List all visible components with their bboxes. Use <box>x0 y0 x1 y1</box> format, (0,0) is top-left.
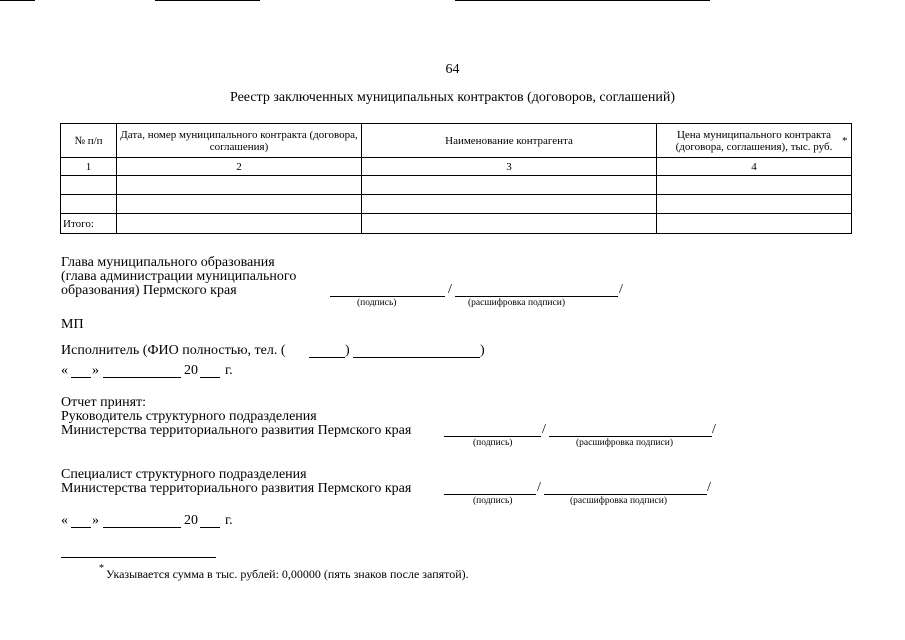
footnote-text: Указывается сумма в тыс. рублей: 0,00000 (пять знаков после запятой). <box>106 567 469 581</box>
total-label: Итого: <box>61 214 117 234</box>
executor-end-paren: ) <box>480 343 485 358</box>
footnote-separator <box>61 557 216 558</box>
column-number: 4 <box>657 158 852 176</box>
specialist-slash: / <box>537 480 541 495</box>
specialist-signature-caption: (подпись) <box>473 496 513 506</box>
executor-close-paren: ) <box>345 343 350 358</box>
specialist-line-2: Министерства территориального развития Пермского края <box>61 481 412 496</box>
column-number: 1 <box>61 158 117 176</box>
date2-year-suffix: г. <box>225 513 233 528</box>
footnote-marker: * <box>99 563 104 574</box>
accepted-signature-caption: (подпись) <box>473 438 513 448</box>
head-decode-line[interactable] <box>455 296 618 297</box>
date-month-line[interactable] <box>103 377 181 378</box>
column-number-row <box>61 158 852 176</box>
table-cell[interactable] <box>362 214 657 234</box>
table-cell[interactable] <box>117 195 362 214</box>
accepted-signature-line[interactable] <box>444 436 541 437</box>
table-cell[interactable] <box>61 176 117 195</box>
table-cell[interactable] <box>657 195 852 214</box>
date2-close-quote: » <box>92 513 99 528</box>
date-open-quote: « <box>61 363 68 378</box>
head-slash: / <box>448 282 452 297</box>
column-header: Цена муниципального контракта (договора, соглашения), тыс. руб. <box>657 124 852 158</box>
table-cell[interactable] <box>657 214 852 234</box>
date-year-line[interactable] <box>200 377 220 378</box>
date2-month-line[interactable] <box>103 527 181 528</box>
accepted-slash-end: / <box>712 422 716 437</box>
date-day-line[interactable] <box>71 377 91 378</box>
accepted-heading: Отчет принят: <box>61 395 147 410</box>
table-row <box>61 176 852 195</box>
head-signature-line[interactable] <box>330 296 445 297</box>
column-header: Дата, номер муниципального контракта (договора, соглашения) <box>117 124 362 158</box>
head-line-1: Глава муниципального образования <box>61 255 275 270</box>
table-cell[interactable] <box>61 195 117 214</box>
register-table <box>60 123 852 234</box>
header-footnote-marker: * <box>842 135 848 147</box>
column-number: 2 <box>117 158 362 176</box>
date-year-suffix: г. <box>225 363 233 378</box>
specialist-line-1: Специалист структурного подразделения <box>61 467 307 482</box>
date2-year-line[interactable] <box>200 527 220 528</box>
head-slash-end: / <box>619 282 623 297</box>
head-line-2: (глава администрации муниципального <box>61 269 297 284</box>
top-rule <box>155 0 260 1</box>
table-cell[interactable] <box>117 176 362 195</box>
date2-year-prefix: 20 <box>184 513 198 528</box>
specialist-slash-end: / <box>707 480 711 495</box>
date2-open-quote: « <box>61 513 68 528</box>
accepted-line-1: Руководитель структурного подразделения <box>61 409 317 424</box>
date-year-prefix: 20 <box>184 363 198 378</box>
table-cell[interactable] <box>117 214 362 234</box>
table-row <box>61 195 852 214</box>
executor-label: Исполнитель (ФИО полностью, тел. ( <box>61 343 286 358</box>
specialist-signature-line[interactable] <box>444 494 536 495</box>
table-cell[interactable] <box>362 195 657 214</box>
table-header-row <box>61 124 852 158</box>
table-cell[interactable] <box>362 176 657 195</box>
specialist-decode-caption: (расшифровка подписи) <box>570 496 667 506</box>
date2-day-line[interactable] <box>71 527 91 528</box>
head-signature-caption: (подпись) <box>357 298 397 308</box>
table-cell[interactable] <box>657 176 852 195</box>
top-rule <box>455 0 710 1</box>
total-row <box>61 214 852 234</box>
date-close-quote: » <box>92 363 99 378</box>
head-decode-caption: (расшифровка подписи) <box>468 298 565 308</box>
column-number: 3 <box>362 158 657 176</box>
accepted-decode-caption: (расшифровка подписи) <box>576 438 673 448</box>
accepted-line-2: Министерства территориального развития Пермского края <box>61 423 412 438</box>
accepted-decode-line[interactable] <box>549 436 712 437</box>
head-line-3: образования) Пермского края <box>61 283 237 298</box>
page-number: 64 <box>445 62 460 77</box>
executor-phone-line[interactable] <box>309 357 345 358</box>
column-header: № п/п <box>61 124 117 158</box>
top-rule <box>0 0 35 1</box>
column-header: Наименование контрагента <box>362 124 657 158</box>
document-title: Реестр заключенных муниципальных контрактов (договоров, соглашений) <box>229 90 676 105</box>
accepted-slash: / <box>542 422 546 437</box>
specialist-decode-line[interactable] <box>544 494 707 495</box>
stamp-label: МП <box>61 317 84 332</box>
executor-name-line[interactable] <box>353 357 480 358</box>
